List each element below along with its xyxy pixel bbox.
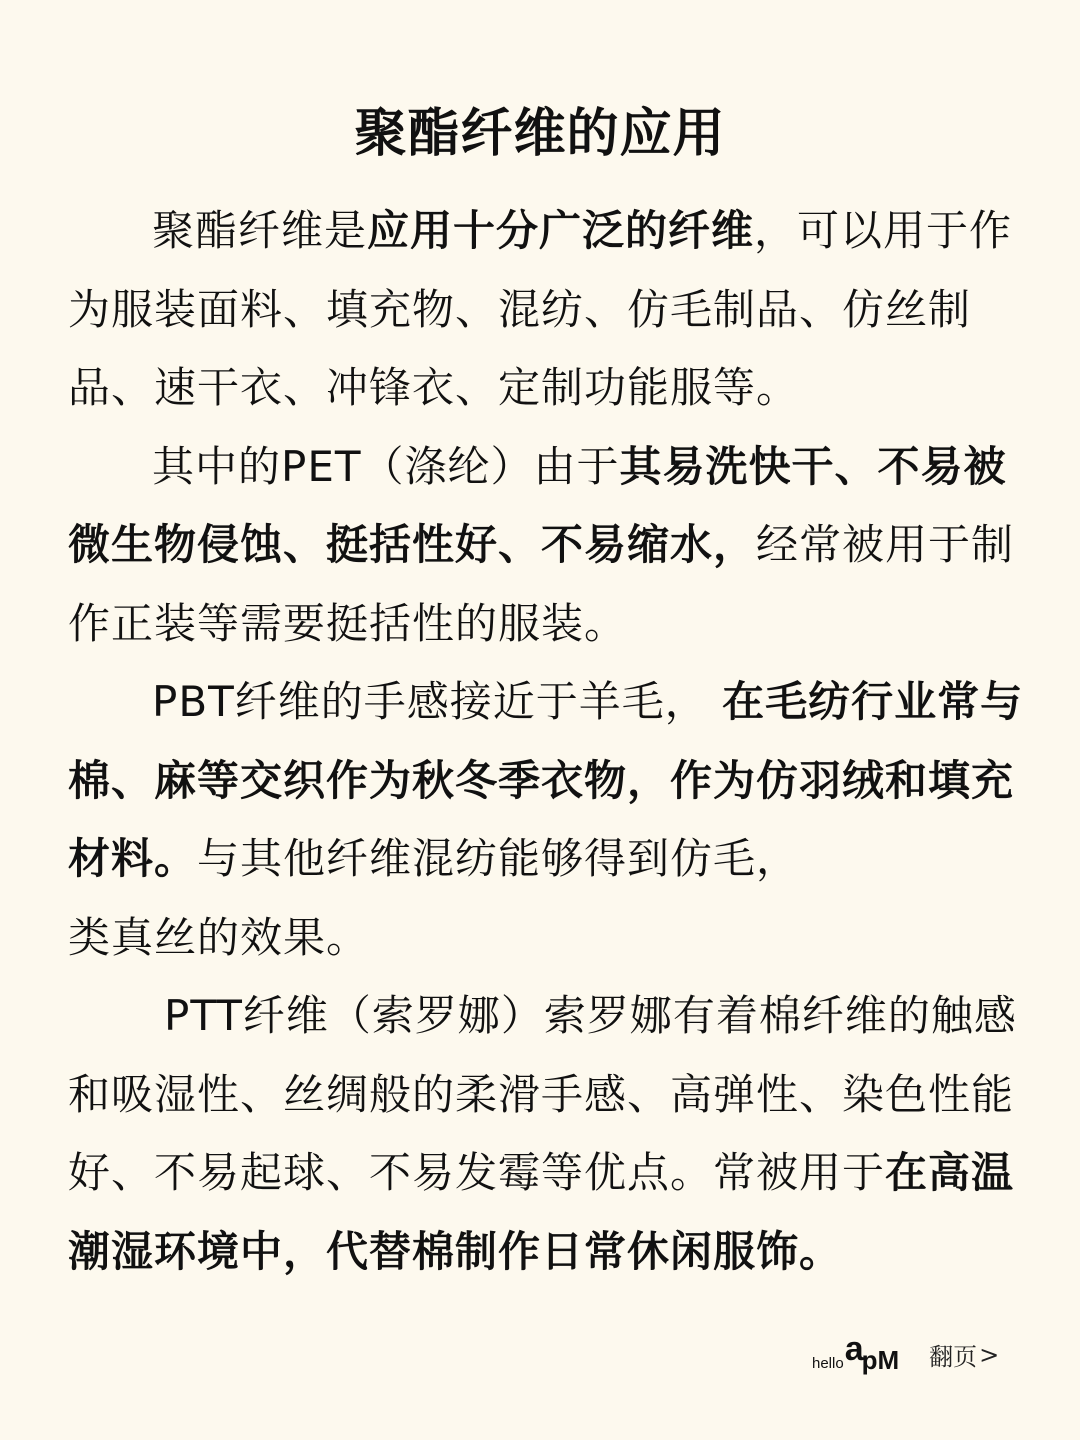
footer — [812, 1330, 999, 1378]
article-body — [68, 192, 1028, 1291]
paragraph-text: PTT纤维（索罗娜）索罗娜有着棉纤维的触感和吸湿性、丝绸般的柔滑手感、高弹性、染色性能好、不易起球、不易发霉等优点。常被用于 — [68, 991, 1017, 1197]
paragraph-pet — [68, 428, 1028, 664]
paragraph-emphasis: 其易洗快干、不易被微生物侵蚀、挺括性好、不易缩水， — [68, 441, 1007, 569]
paragraph-text: ，可以用于作为服装面料、填充物、混纺、仿毛制品、仿丝制品、速干衣、冲锋衣、定制功能服等。 — [68, 206, 1013, 412]
brand-a-text: a — [844, 1330, 864, 1368]
brand-pm-text: pM — [861, 1345, 900, 1375]
next-page-label: 翻页 — [929, 1343, 978, 1371]
paragraph-emphasis: 应用十分广泛的纤维 — [367, 206, 755, 255]
paragraph-ptt — [68, 977, 1028, 1291]
paragraph-emphasis: 在高温潮湿环境中，代替棉制作日常休闲服饰。 — [68, 1148, 1015, 1276]
paragraph-text: 经常被用于制作正装等需要挺括性的服装。 — [68, 520, 1015, 648]
next-page-button[interactable] — [929, 1337, 999, 1378]
paragraph-pbt — [68, 663, 1028, 977]
brand-hello-text: hello — [812, 1355, 844, 1372]
paragraph-emphasis: 在毛纺行业常与棉、麻等交织作为秋冬季衣物，作为仿羽绒和填充材料。 — [68, 677, 1024, 883]
paragraph-text: 其中的PET（涤纶）由于 — [152, 441, 620, 491]
paragraph-text: 聚酯纤维是 — [152, 206, 368, 255]
paragraph-polyester-overview — [68, 192, 1028, 428]
chevron-right-icon: > — [979, 1340, 1000, 1369]
paragraph-text: PBT纤维的手感接近于羊毛， — [152, 677, 708, 726]
paragraph-text: 与其他纤维混纺能够得到仿毛， — [197, 834, 800, 883]
brand-logo — [812, 1330, 899, 1378]
page-title: 聚酯纤维的应用 — [354, 104, 726, 164]
paragraph-text: 类真丝的效果。 — [68, 912, 370, 962]
